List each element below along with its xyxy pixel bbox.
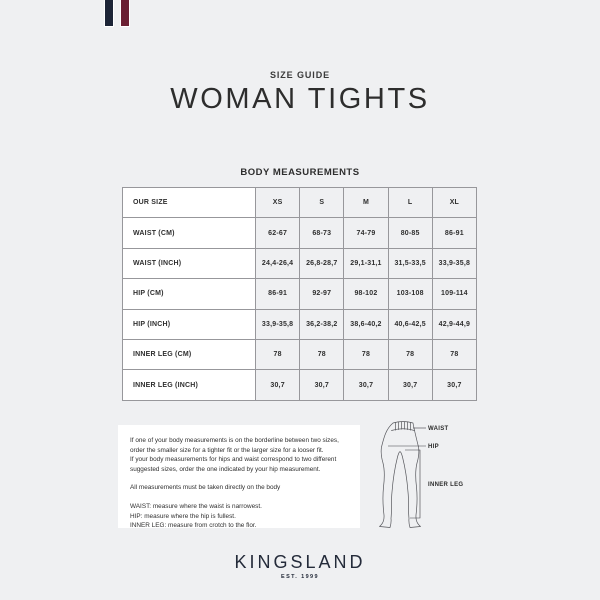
tights-outline [380, 422, 421, 528]
table-row [123, 279, 477, 309]
note-inner-leg: INNER LEG: measure from crotch to the flor. [130, 522, 257, 530]
row-label: INNER LEG (INCH) [123, 370, 256, 400]
measurement-value: 30,7 [344, 370, 388, 400]
note-hip: HIP: measure where the hip is fullest. [130, 512, 236, 520]
row-label: WAIST (INCH) [123, 248, 256, 278]
measurement-value: 109-114 [432, 279, 476, 309]
table-header-row [123, 188, 477, 218]
note-hip-priority: If your body measurements for hips and waist correspond to two different suggested sizes, order the one indicated by your hip measurement. [130, 456, 337, 473]
measurement-value: 36,2-38,2 [300, 309, 344, 339]
measurement-value: 78 [344, 339, 388, 369]
diagram-inner-leg-label: INNER LEG [428, 482, 464, 489]
diagram-hip-label: HIP [428, 444, 439, 451]
column-header-size-l: L [388, 188, 432, 218]
column-header-size-xl: XL [432, 188, 476, 218]
note-borderline: If one of your body measurements is on the borderline between two sizes, order the smaller size for a tighter fit or the larger size for a looser fit. [130, 437, 339, 454]
table-row [123, 218, 477, 248]
measurement-value: 26,8-28,7 [300, 248, 344, 278]
measurement-value: 38,6-40,2 [344, 309, 388, 339]
measurement-value: 78 [432, 339, 476, 369]
measurement-value: 42,9-44,9 [432, 309, 476, 339]
table-row [123, 370, 477, 400]
table-row [123, 339, 477, 369]
page-title: WOMAN TIGHTS [170, 83, 430, 115]
table-row [123, 248, 477, 278]
brand-established-text: EST. 1999 [281, 574, 319, 580]
flag-stripe-maroon [120, 0, 130, 27]
brand-flag-ribbon [104, 0, 130, 27]
table-row [123, 309, 477, 339]
measurement-value: 78 [256, 339, 300, 369]
measurement-value: 33,9-35,8 [432, 248, 476, 278]
note-measure-on-body: All measurements must be taken directly on the body [130, 484, 281, 492]
measurement-value: 92-97 [300, 279, 344, 309]
row-label: INNER LEG (CM) [123, 339, 256, 369]
measurement-value: 98-102 [344, 279, 388, 309]
measurement-value: 30,7 [432, 370, 476, 400]
diagram-waist-label: WAIST [428, 426, 449, 433]
measurement-value: 30,7 [388, 370, 432, 400]
brand-logo-text: KINGSLAND [234, 552, 366, 572]
measurement-value: 29,1-31,1 [344, 248, 388, 278]
body-measurements-table [122, 187, 477, 401]
measurement-value: 80-85 [388, 218, 432, 248]
measurement-value: 33,9-35,8 [256, 309, 300, 339]
column-header-size-s: S [300, 188, 344, 218]
note-waist: WAIST: measure where the waist is narrowest. [130, 503, 262, 511]
column-header-size-xs: XS [256, 188, 300, 218]
column-header-size-m: M [344, 188, 388, 218]
measurement-value: 86-91 [432, 218, 476, 248]
waistband-line [392, 429, 415, 431]
tights-measurement-diagram [374, 415, 494, 545]
body-measurements-heading: BODY MEASUREMENTS [240, 167, 360, 178]
measurement-value: 74-79 [344, 218, 388, 248]
column-header-our-size: OUR SIZE [123, 188, 256, 218]
fitting-notes-box [118, 425, 360, 528]
row-label: HIP (INCH) [123, 309, 256, 339]
measurement-value: 30,7 [300, 370, 344, 400]
measurement-value: 68-73 [300, 218, 344, 248]
measurement-value: 40,6-42,5 [388, 309, 432, 339]
measurement-value: 62-67 [256, 218, 300, 248]
measurement-value: 86-91 [256, 279, 300, 309]
row-label: HIP (CM) [123, 279, 256, 309]
measurement-value: 30,7 [256, 370, 300, 400]
measurement-value: 103-108 [388, 279, 432, 309]
size-guide-kicker: SIZE GUIDE [269, 70, 330, 80]
measurement-value: 24,4-26,4 [256, 248, 300, 278]
measurement-value: 78 [300, 339, 344, 369]
row-label: WAIST (CM) [123, 218, 256, 248]
flag-stripe-navy [104, 0, 114, 27]
measurement-value: 31,5-33,5 [388, 248, 432, 278]
measurement-value: 78 [388, 339, 432, 369]
